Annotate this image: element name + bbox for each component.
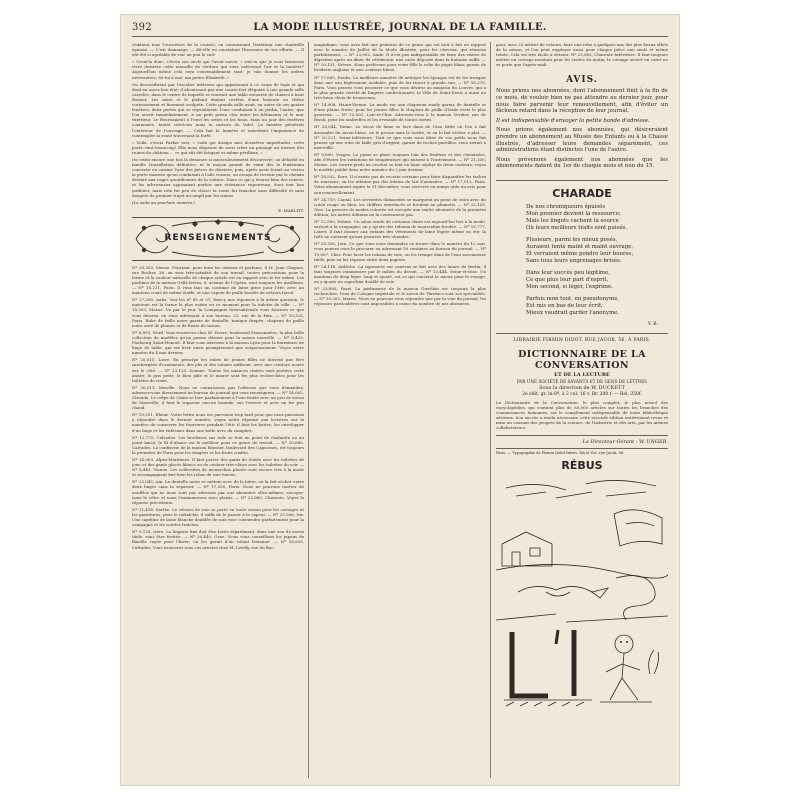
newspaper-page — [120, 14, 680, 786]
page-number: 392 — [132, 22, 152, 33]
answer-paragraph: Nº 17,665, Doubs. La meilleure manière de nettoyer les éponges est de les tremper dans une eau légèrement acidulée, puis de les rincer à grande eau. — Nº 16,270, Paris. Vous pouvez vous procurer ce que vous désirez au magasin du Louvre, qui a la plus grande variété de lingerie confectionnée; la Ville de Saint-Denis a aussi un très-beau choix de trousseaux. — [314, 74, 486, 100]
printer-line: Paris. — Typographie de Firmin Didot frères, fils et Cie, rue Jacob, 56. — [496, 450, 625, 455]
dictionary-subtitle: ET DE LA LECTURE — [554, 372, 610, 378]
dictionary-price: 2e édit. gr. in-8º, à 2 col. 16 v. Br. 200 f. — Rel. 250f. — [522, 392, 642, 397]
answer-paragraph: Nº 26,044, Yonne. Le tricot de laine se lave dans de l'eau tiède où l'on a fait dissoudre du savon blanc; on le presse sans le tordre, et on le fait sécher à plat. — Nº 20,221, Seine-Inférieure. Tout ce que vous nous dites de vos goûts nous fait penser qu'une robe de faille gris d'argent, garnie de ruches pareilles, vous siérait à merveille. — [314, 124, 486, 150]
column-divider — [490, 42, 491, 778]
answer-paragraph: Nº 27,260, Aube. Voir les nº 85 et 37; lisez-y nos réponses à la même question; le manteau est la forme la plus usitée en ce moment pour la toilette de ville. — Nº 18,203, Marne. Vu par le jour, la Compagnie Internationale vous fournira ce que vous désirez, en vous adressant à son bureau, 23, rue de la Paix. — Nº 10,325, Paris. Robe de faille noire garnie de dentelle; tunique drapée; chapeau de paille noire orné de plumes et de fleurs de saison. — [132, 297, 304, 328]
answer-paragraph: Nº 9,120, Isère. La lingerie fine doit être lavée séparément, dans une eau de savon tiède, sans être frottée. — Nº 30,440, Orne. Nous vous conseillons les jupons de flanelle rayée pour l'hiver; on les garnit d'un volant festonné. — Nº 16,830, Calvados. Vous trouverez tous ces articles chez M. Levilly, rue du Bac. — [132, 529, 304, 550]
middle-column — [314, 42, 486, 778]
answer-paragraph: pour, avec 25 mètres de velours, faire une robe à quelques-uns des plus beaux effets de la saison, et l'on peut employer aussi pour chaque pièce une seule et même teinte. Cela est très facile à obtenir. Nº 23,065, Charente-Inférieure. Il faut toujours mettre un corsage montant pour les visites du matin; le corsage ouvert en carré ne se porte que l'après-midi. — [496, 42, 668, 68]
rebus-drawing-icon — [496, 474, 668, 716]
answer-paragraph: Nº 19,551, Rhône. Votre lettre nous est parvenue trop tard pour que nous puissions y répondre dans le dernier numéro; voyez notre réponse aux lectrices sur la manière de conserver les fourrures pendant l'été: il faut les battre, les envelopper d'un linge et les enfermer dans une boîte avec du camphre. — [132, 412, 304, 433]
answer-paragraph: Nº 24,710, Cantal. Les serviettes damassées se marquent au point de croix avec du coton rouge ou bleu; les chiffres entrelacés se brodent au plumetis. — Nº 22,105, Oise. La gravure de modes coloriée est envoyée aux seules abonnées de la première édition; les autres éditions ne la contiennent pas. — [314, 196, 486, 217]
verse-line: Mon premier devient la ressource; — [526, 211, 621, 217]
verse-line: Et verraient même pondre leur bourse, — [526, 251, 634, 257]
verse-line: Auraient tenté maint et maint ouvrage, — [526, 244, 634, 250]
answer-paragraph: Nº 23,045, Ain. La dentelle noire se nettoie avec de la bière; on la fait sécher entre deux linges sans la repasser. — Nº 17,200, Paris. Nous ne pouvons insérer de modèles qui ne nous sont pas adressés par nos abonnées elles-mêmes; envoyez-nous le vôtre et nous l'examinerons avec plaisir. — Nº 22,880, Charente. Voyez la réponse précédente. — [132, 479, 304, 505]
renseignements-banner — [132, 217, 304, 261]
rebus-illustration — [496, 474, 668, 716]
rebus-title: RÉBUS — [561, 458, 603, 472]
charade-stanza — [496, 296, 668, 317]
dictionary-direction: Sous la direction de W. DUCKETT — [539, 385, 625, 391]
verse-line: Sans tous leurs engrenages brisés. — [526, 258, 622, 264]
answer-paragraph: magnifique; vous avez fait une peinture de ce genre qui est tout à fait en rapport avec le numéro de Juillet de la Mode illustrée, pour les cheveux, qui réussira parfaitement. — Nº 23,002, Aude. Il n'est pas indispensable de faire des visites de digestion après un dîner de cérémonie; une carte déposée dans la huitaine suffit. — Nº 20,131, Nièvre. Nous préférons pour votre fille la robe de piqué blanc garnie de broderie anglaise et une ceinture bleue. — [314, 42, 486, 73]
answer-paragraph: Nº 14,009, Alpes-Maritimes. Il faut porter des gants de Suède avec les toilettes de jour, et des gants glacés blancs ou de couleur très-claire avec les toilettes du soir. — Nº 8,443, Vienne. Les collerettes de mousseline plissée sont encore très à la mode et accompagnent fort bien les robes de soie foncée. — [132, 457, 304, 478]
story-paragraph: cédaient tous l'ouverture de la croisée, en contournant l'intérieur une charmille épaisse. — C'est dommage, — dit-elle en constatant l'heureuse de ses efforts. — Il eût été si agréable de voir un peu le ciel! — [132, 42, 304, 58]
answer-paragraph: Nº 30,011, Moselle. Nous ne connaissons pas l'adresse que vous demandez; adressez-vous directement au bureau du journal qui vous renseignera. — Nº 14,002, Gironde. Le crêpe de Chine se lave parfaitement à l'eau froide avec un peu de savon de Marseille; il faut le repasser encore humide, sur l'envers et avec un fer peu chaud. — [132, 384, 304, 411]
verse-line: Plusieurs, parmi les mieux posés, — [526, 237, 618, 243]
avis-paragraph: Nous prions également nos abonnées, qui désireraient prendre un abonnement au Musée des Enfants ou à la Chasse illustrée, d'adresser leurs demandes séparément, ces administrations étant distinctes l'une de l'autre. — [496, 127, 668, 154]
verse-line: De nos chroniqueurs épuisés — [526, 204, 606, 210]
verse-line: Parfois mon tout, en pseudonyme, — [526, 296, 620, 302]
answer-paragraph: Nº 12,999, Drôme. Un salon tendu de cretonne claire est aujourd'hui fort à la mode, surtout à la campagne; on y ajoute des rideaux de mousseline brodée. — Nº 15,777, Loiret. Il faut donner aux enfants des vêtements de laine légère même en été; la toile ne convient qu'aux journées très-chaudes. — [314, 219, 486, 240]
dictionary-title: DICTIONNAIRE DE LA CONVERSATION — [518, 349, 646, 371]
running-head — [132, 22, 668, 37]
answer-paragraph: Nº 18,552, Eure. Il n'existe pas de recette certaine pour faire disparaître les taches de rousseur; on les atténue par des lotions de lait d'amandes. — Nº 17,012, Paris. Votre abonnement expire le 31 décembre; vous recevrez en temps utile un avis pour son renouvellement. — [314, 174, 486, 195]
charade-stanza — [496, 270, 668, 291]
verse-line: Mon second, si léger, l'exprime. — [526, 284, 613, 290]
charade-stanza — [496, 204, 668, 232]
answer-paragraph: Nº 26,118, Ardèche. La tapisserie sur canevas se fait avec des laines de Berlin; il faut toujours commencer par le milieu du dessin. — Nº 13,444, Seine-et-Oise. Un manteau de drap léger, long et ajusté, est ce qui convient le mieux pour le voyage; on y ajoute un capuchon doublé de soie. — [314, 263, 486, 285]
answer-paragraph: Nº 8,899, Nord. Vous trouverez chez M. Pierre, boulevard Poissonnière, la plus belle collection de modèles qu'on puisse désirer pour la saison nouvelle. — Nº 6,425, Faubourg Saint-Honoré. Il faut vous adresser à la maison Lyon pour la fourniture de linge de table, qui est livré aussi promptement que soigneusement. Voyez notre numéro du 4 mai dernier. — [132, 329, 304, 356]
charade-signature: V. B. — [647, 322, 658, 327]
answer-paragraph: Nº 9,800, Vosges. Le piano se place toujours loin des fenêtres et des cheminées, afin d'éviter les variations de température qui nuisent à l'instrument. — Nº 21,330, Meuse. Les couvre-pieds au crochet se font en laine zéphyr de deux couleurs; voyez le modèle publié dans notre numéro du 2 juin dernier. — [314, 151, 486, 173]
directeur-gerant: Le Directeur-Gérant : W. UNGER. — [496, 435, 668, 449]
story-paragraph: On visita encore une fois la demeure si miraculeusement découverte; on débattit en famille l'installation définitive; et le maçon promit de venir dès le lendemain convertir en cuisine l'une des pièces de derrière; puis, après avoir fermé au verrou la porte massive qu'on conduisait à l'aile voisine, on essaya de revenir par le chemin destiné aux cages quotidiennes de la voiture. Dans ce qui y trouva bien des ronces, et les arbrisseaux opposaient parfois une résistance vigoureuse, dont tout bon jardinier, mais cela fut peu de chose: la route fut franchie sans difficulté et sans dangers de premier trajet accompli par les ruines. — [132, 156, 304, 198]
dictionary-society: PAR UNE SOCIÉTÉ DE SAVANTS ET DE GENS DE LETTRES — [516, 379, 648, 384]
verse-line: Est mis en bas de leur écrit; — [526, 303, 603, 309]
avis-paragraph: Nous prévenons également nos abonnées que les abonnements datent du 1er de chaque mois et non du 15. — [496, 156, 668, 170]
charade-title: CHARADE — [496, 180, 668, 200]
dictionary-description: Le Dictionnaire de la Conversation, le plus complet, le plus actuel des encyclopédies, qui contient plus de 80,000 articles sur toutes les branches des connaissances humaines, est le complément indispensable de toute bibliothèque sérieuse. Son succès a rendu nécessaire cette seconde édition entièrement revue et mise au courant des progrès de la science, de l'industrie et des arts, par les mêmes collaborateurs. — [496, 400, 668, 431]
author-signature: E. MARLITT. — [278, 207, 304, 213]
charade-stanza — [496, 237, 668, 265]
answer-paragraph: Nº 23,880, Paris. La parfumerie de la maison Guerlain est toujours la plus recherchée; l'eau de Cologne impériale et le savon de Thridace sont ses spécialités. — Nº 10,262, Marne. Nous ne pouvons vous répondre que par la voie du journal; les réponses particulières sont impossibles à cause du nombre de nos abonnées. — [314, 286, 486, 307]
story-paragraph: « Voilà, s'écria Parker ravi, « voilà qui dissipe mes dernières inquiétudes; cette porte vaut beaucoup! Elle nous dispense de nous créer un passage au travers des ruines du château.... ce qui eût été fatigant et même périlleux. » — [132, 139, 304, 155]
verse-line: Ce que plus leur part d'esprit, — [526, 277, 609, 283]
publisher-line: LIBRAIRIE FIRMIN DIDOT, RUE JACOB, 56, À PARIS. — [496, 333, 668, 343]
story-paragraph: « Croix-la donc, s'écria son oncle qui l'avait suivie, « voit-tu que je vous laisserais vivre derrière cette muraille de verdure qui vous enlèverait l'air et la lumière? Aujourd'hui même cela sera convenablement rasé; je vais donner les ordres nécessaires; Se-toi à moi, ma petite Élisabeth. » — [132, 59, 304, 80]
answer-paragraph: Nº 20,336, Jura. Ce que vous nous demandez se trouve dans le numéro du 12 mai; vous pouvez vous le procurer en adressant 50 centimes au bureau du journal. — Nº 19,007, Cher. Pour laver les rubans de soie, on les trempe dans de l'eau savonneuse tiède, puis on les repasse entre deux papiers. — [314, 241, 486, 262]
right-column — [496, 42, 668, 778]
renseignements-text — [132, 265, 304, 550]
answer-paragraph: Nº 12,770, Calvados. Les broderies sur toile se font au point de chaînette ou au point lancé; le fil d'Alsace est le meilleur pour ce genre de travail. — Nº 20,660, Calvados. La confiserie de la maison Boissier, boulevard des Capucines, est toujours la première de Paris pour les dragées et les fruits confits. — [132, 434, 304, 455]
answer-paragraph: Nº 11,456, Sarthe. Le velours de soie se porte en toute saison pour les corsages et les garnitures; pour le rafraîchir, il suffit de le passer à la vapeur. — Nº 25,006, Var. Une capeline de laine blanche doublée de soie rose conviendra parfaitement pour la campagne et les soirées fraîches. — [132, 506, 304, 528]
answer-paragraph: Nº 14,908, Haute-Vienne. La mode est aux chapeaux ronds garnis de dentelle et d'une plume frisée; pour les jeunes filles le chapeau de paille d'Italie reste le plus gracieux. — Nº 13,001, Loir-et-Cher. Adressez-vous à la maison Verdier, rue de Rivoli, pour les ombrelles et les éventails de toutes sortes. — [314, 102, 486, 123]
story-paragraph: On descendirent par l'escalier intérieur qui appartenait à ce corps de logis et qui était en assez bon état; il aboutissait par une courte fort élégante à une grande salle carrelée, dans le centre de laquelle se trouvait une table entourée de chaises à haut dossier. Les murs et le plafond étaient revêtus d'une boiserie en chêne curieusement et finement sculptée. Cette grande salle avait, en outre de ses quatre fenêtres, deux portes qui se répondaient: l'une conduisait à un jardin, l'autre, que l'on ouvrit immédiatement, à un petit préau clos entre les bâtiments et le mur extérieur. Le fleurissaient à l'envi les orties et les houx. Mais un jour des fenêtres communes, tantôt rétrécies mais la carrure du Valet. La lumière pénétrait l'extérieur de l'ouvrage. — Cela fait la lumière et entretient l'impatience de contempler la route traversant la forêt. — [132, 81, 304, 138]
verse-line: Où leurs meilleurs traits sont puisés. — [526, 225, 628, 231]
verse-line: Mais les lingots cachent la source — [526, 218, 619, 224]
avis-paragraph: Il est indispensable d'envoyer la petite bande d'adresse. — [496, 117, 650, 124]
verse-line: Dans leur succès peu légitime, — [526, 270, 610, 276]
left-column — [132, 42, 304, 778]
answer-paragraph: Nº 20,350, Marne. Pourtant, pour faire les oiseaux et parfums, il M. Jean Chapuis, rue Rocher, 36, on sera très-satisfait de son travail, toutes précautions pour la forme et la couleur naturelle de chaque article est en rapport avec le fer même. Les parfums de la maison Gellé frères, 6, avenue de l'Opéra, sont toujours les meilleurs. — Nº 16,211, Paris. Il vous faut un costume de laine grise pour l'été; avec un manteau court de même étoffe, et une capote de paille bordée de velours foncé. — [132, 264, 304, 296]
column-divider — [308, 42, 309, 778]
answer-paragraph: Nº 20,015, Loire. En principe les robes de jeunes filles ne doivent pas être surchargées d'ornements; des plis et des volants suffisent, avec une ceinture nouée sur le côté. — Nº 23,120, Somme. Toutes les nuances claires sont portées cette année; le gris perle, le bleu pâle et le mauve sont les plus recherchées pour les toilettes de visite. — [132, 357, 304, 383]
verse-line: Mieux vaudrait garder l'anonyme. — [526, 310, 620, 316]
renseignements-title: RENSEIGNEMENTS — [164, 232, 272, 243]
avis-paragraph: Nous prions nos abonnées, dont l'abonnement finit à la fin de ce mois, de vouloir bien ne pas attendre au dernier jour, pour nous faire parvenir leur renouvellement, afin d'éviter un fâcheux retard dans la réception de leur journal. — [496, 88, 668, 115]
journal-title: LA MODE ILLUSTRÉE, JOURNAL DE LA FAMILLE. — [253, 22, 547, 33]
story-text — [132, 42, 304, 198]
avis-title: AVIS. — [566, 75, 598, 86]
to-be-continued: (La suite au prochain numéro.) — [132, 199, 195, 205]
